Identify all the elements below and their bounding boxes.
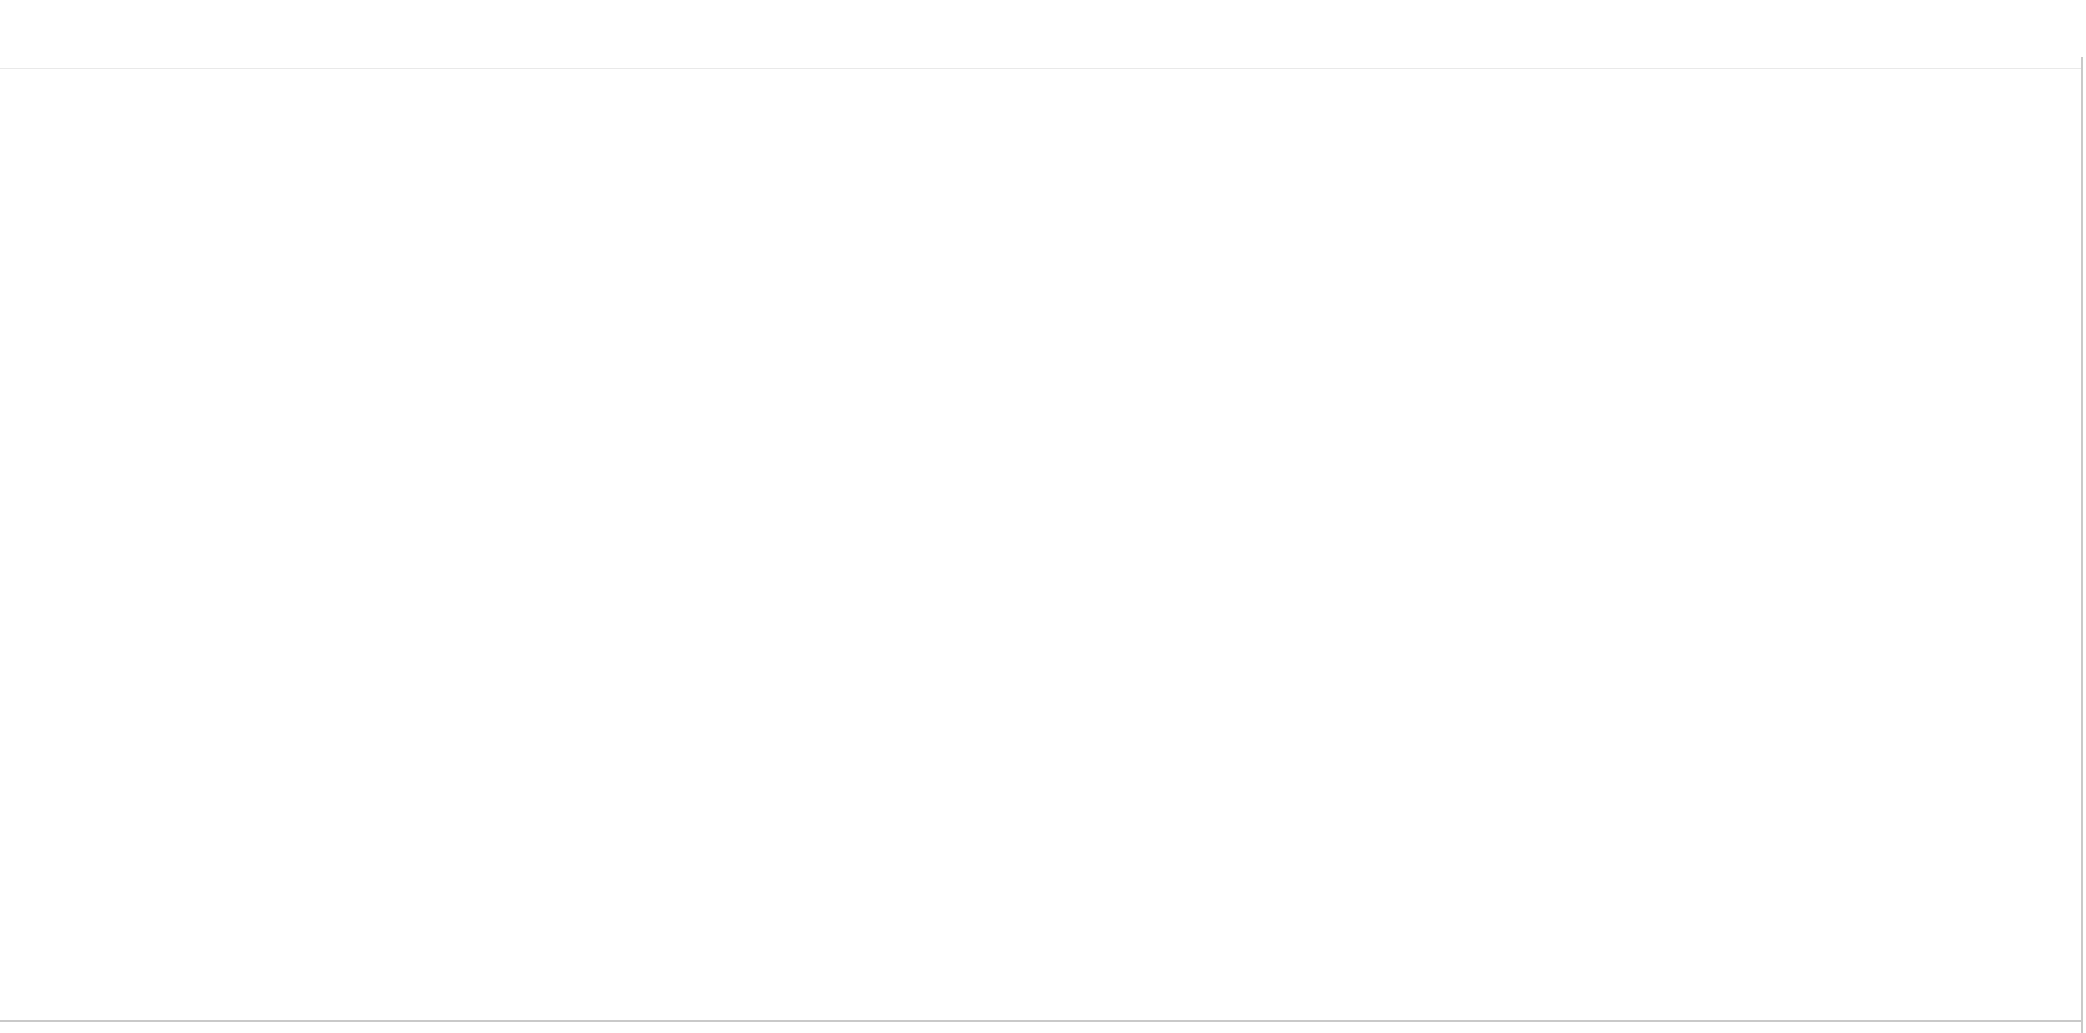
gold-accent-bottom-right-h — [2046, 1020, 2075, 1028]
header-banner — [0, 0, 2086, 57]
sheet-right-border — [2081, 57, 2083, 1033]
gold-accent-top-left — [0, 57, 23, 65]
gold-accent-top-right-v — [2077, 51, 2086, 101]
chart-bottom-border — [0, 1020, 2081, 1022]
